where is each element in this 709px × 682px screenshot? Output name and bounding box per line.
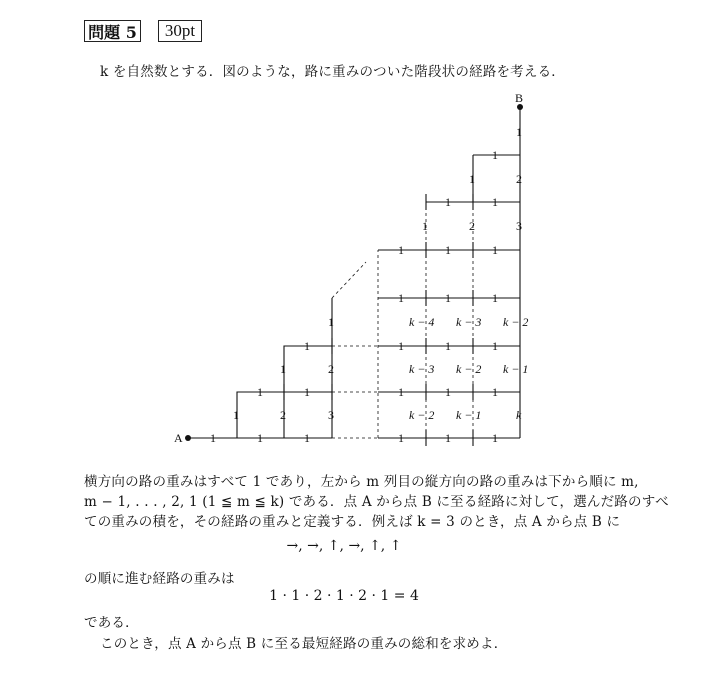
weight-label: 1: [445, 291, 451, 305]
body-line-1: 横方向の路の重みはすべて 1 であり，左から m 列目の縦方向の路の重みは下から順に m,: [84, 474, 639, 490]
weight-label: 1: [422, 219, 428, 233]
weight-label: 1: [304, 339, 310, 353]
vertical-weights: [233, 125, 528, 422]
weight-label: 1: [328, 315, 334, 329]
weight-label: 1: [398, 385, 404, 399]
weight-label: 1: [445, 339, 451, 353]
weight-label: 1: [398, 291, 404, 305]
weight-label: 1: [492, 385, 498, 399]
weight-label: 1: [280, 362, 286, 376]
intro-text: k を自然数とする．図のような，路に重みのついた階段状の経路を考える．: [100, 64, 565, 80]
weight-label: 1: [492, 195, 498, 209]
weight-equation: 1 · 1 · 2 · 1 · 2 · 1 = 4: [269, 588, 419, 604]
arrow-sequence: →, →, ↑, →, ↑, ↑: [286, 538, 402, 554]
weight-label: k − 3: [456, 315, 482, 329]
weight-label: 1: [233, 408, 239, 422]
weight-label: 1: [304, 385, 310, 399]
label-b: B: [515, 91, 524, 105]
weight-label: 1: [492, 243, 498, 257]
weight-label: 2: [280, 408, 286, 422]
horizontal-weights: [210, 148, 498, 445]
weight-label: 3: [328, 408, 334, 422]
weight-label: 1: [492, 431, 498, 445]
weight-label: 1: [210, 431, 216, 445]
weight-label: 1: [398, 243, 404, 257]
weight-label: 1: [492, 339, 498, 353]
weight-label: k: [516, 408, 522, 422]
weight-label: k − 4: [409, 315, 435, 329]
weight-label: 1: [398, 431, 404, 445]
weight-label: 2: [516, 172, 522, 186]
weight-label: k − 2: [456, 362, 482, 376]
label-a: A: [174, 431, 183, 445]
weight-label: 1: [398, 339, 404, 353]
weight-label: k − 2: [503, 315, 529, 329]
weight-label: 1: [257, 431, 263, 445]
weight-label: k − 1: [503, 362, 529, 376]
weight-label: 1: [492, 291, 498, 305]
weight-label: 1: [445, 431, 451, 445]
weight-label: 1: [257, 385, 263, 399]
body-line-3: ての重みの積を，その経路の重みと定義する．例えば k = 3 のとき，点 A から点 B に: [84, 514, 621, 530]
points-badge: 30pt: [158, 20, 202, 42]
weight-label: 1: [445, 385, 451, 399]
problem-title: 問題 5: [84, 20, 141, 42]
weight-label: 1: [516, 125, 522, 139]
weight-label: k − 2: [409, 408, 435, 422]
weight-label: 2: [328, 362, 334, 376]
weight-label: 1: [304, 431, 310, 445]
weight-label: 3: [516, 219, 522, 233]
weight-label: k − 1: [456, 408, 482, 422]
body-line-4: の順に進む経路の重みは: [84, 571, 235, 587]
weight-label: 2: [469, 219, 475, 233]
weight-label: 1: [492, 148, 498, 162]
weight-label: 1: [469, 172, 475, 186]
weight-label: k − 3: [409, 362, 435, 376]
weight-label: 1: [445, 243, 451, 257]
weight-label: 1: [445, 195, 451, 209]
point-a-dot: [185, 435, 191, 441]
body-line-2: m − 1, . . . , 2, 1 (1 ≦ m ≦ k) である．点 A から点 B に至る経路に対して，選んだ路のすべ: [84, 494, 669, 510]
question-text: このとき，点 A から点 B に至る最短経路の重みの総和を求めよ．: [100, 636, 508, 652]
body-line-5: である．: [84, 615, 139, 631]
